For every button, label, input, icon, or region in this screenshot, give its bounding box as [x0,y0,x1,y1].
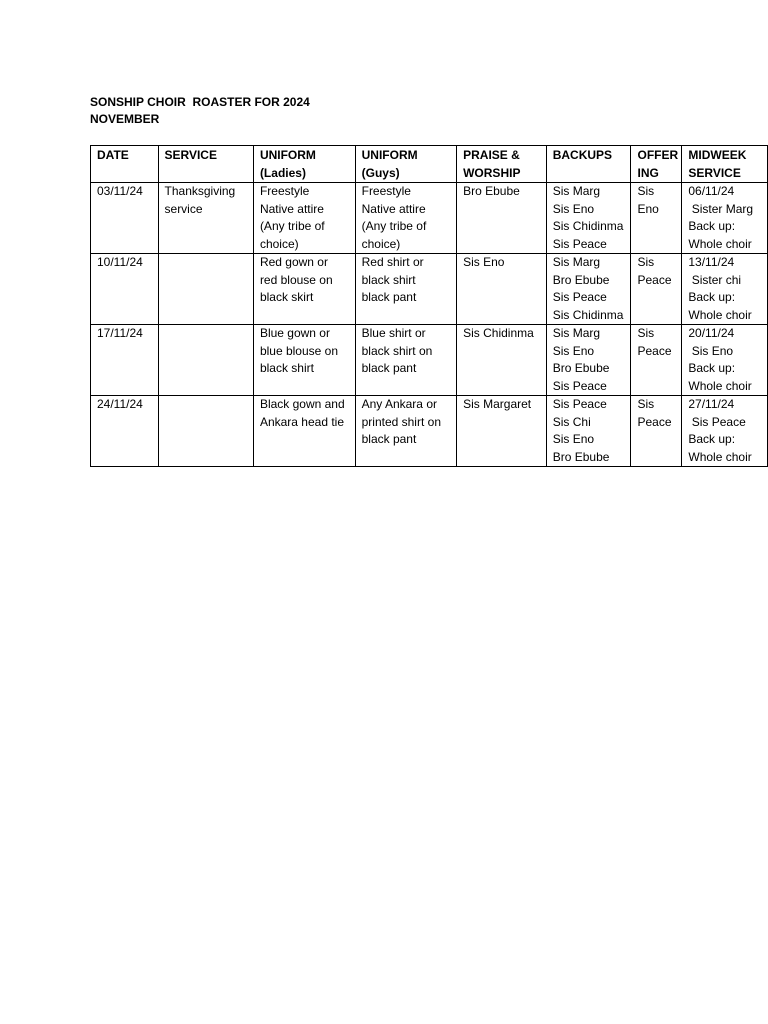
roster-table [90,145,768,467]
uniform-guys-header [355,146,457,183]
header-text: SERVICE [164,148,217,162]
service-header [158,146,253,183]
cell-text: black pant [361,432,417,446]
header-text: MIDWEEK [688,148,747,162]
cell-text: Back up: [688,290,736,304]
cell-text: black skirt [259,290,314,304]
cell-text: 17/11/24 [97,326,143,340]
cell-text: Sis Eno [552,343,595,358]
offering-cell [631,396,682,467]
praise-worship-cell [457,254,547,325]
cell-text: Sis [637,255,655,269]
cell-text: Blue gown or [259,326,330,340]
cell-text: Blue shirt or [361,326,426,340]
uniform-ladies-cell [253,254,355,325]
cell-text: Sis Marg [552,255,601,269]
heading-title: SONSHIP CHOIR ROASTER FOR 2024 [90,95,310,109]
cell-text: Sis Peace [552,236,607,251]
uniform-guys-cell [355,325,457,396]
roster-body [91,183,768,467]
cell-text: 03/11/24 [97,184,143,198]
header-text: PRAISE & [463,148,520,162]
table-row [91,325,768,396]
cell-text: Back up: [688,361,736,375]
uniform-ladies-cell [253,396,355,467]
cell-text: Native attire [361,201,426,216]
cell-text: Sister chi [688,272,742,287]
midweek-service-cell [682,183,768,254]
offering-header [631,146,682,183]
heading-month: NOVEMBER [90,112,160,126]
cell-text: Sis [637,397,655,411]
cell-text: Freestyle [259,184,310,198]
midweek-service-cell [682,325,768,396]
header-text: SERVICE [688,165,741,180]
cell-text: black shirt on [361,343,433,358]
cell-text: Freestyle [361,184,411,198]
offering-cell [631,183,682,254]
uniform-ladies-cell [253,325,355,396]
cell-text: 06/11/24 [688,184,735,198]
cell-text: Sis Margaret [463,397,532,411]
uniform-ladies-cell [253,183,355,254]
cell-text: black pant [361,361,417,375]
cell-text: black shirt [361,272,416,287]
service-cell [158,325,253,396]
midweek-service-cell [682,396,768,467]
table-row [91,183,768,254]
cell-text: Sis Peace [552,378,607,393]
cell-text: Native attire [259,201,324,216]
cell-text: choice) [361,236,401,251]
cell-text: Whole choir [688,307,752,322]
cell-text: black pant [361,290,417,304]
header-text: ING [637,165,659,180]
cell-text: Red gown or [259,255,328,269]
praise-worship-cell [457,183,547,254]
header-text: OFFER [637,148,679,162]
cell-text: (Any tribe of [259,219,325,233]
header-text: UNIFORM [259,148,316,162]
cell-text: Sis [637,326,655,340]
backups-header [546,146,631,183]
cell-text: black shirt [259,361,314,375]
date-header [91,146,159,183]
cell-text: Whole choir [688,449,752,464]
table-row [91,396,768,467]
cell-text: Whole choir [688,378,752,393]
cell-text: Sis Eno [552,432,595,446]
cell-text: Sis Eno [688,343,734,358]
header-text: WORSHIP [463,165,521,180]
cell-text: Sis Peace [552,290,607,304]
uniform-guys-cell [355,254,457,325]
cell-text: Black gown and [259,397,345,411]
cell-text: Whole choir [688,236,752,251]
cell-text: Bro Ebube [552,272,610,287]
backups-cell [546,254,631,325]
uniform-guys-cell [355,396,457,467]
uniform-guys-cell [355,183,457,254]
document-heading [90,94,310,128]
table-row [91,254,768,325]
cell-text: 13/11/24 [688,255,735,269]
cell-text: blue blouse on [259,343,339,358]
cell-text: Sis Eno [463,255,505,269]
offering-cell [631,254,682,325]
midweek-service-cell [682,254,768,325]
header-text: (Ladies) [259,165,306,180]
cell-text: 20/11/24 [688,326,735,340]
cell-text: service [164,201,203,216]
cell-text: Sis Marg [552,184,601,198]
uniform-ladies-header [253,146,355,183]
header-text: BACKUPS [552,148,613,162]
cell-text: Sister Marg [688,201,754,216]
backups-cell [546,325,631,396]
cell-text: Back up: [688,432,736,446]
backups-cell [546,183,631,254]
cell-text: Peace [637,272,672,287]
header-row [91,146,768,183]
praise-worship-header [457,146,547,183]
cell-text: choice) [259,236,299,251]
cell-text: printed shirt on [361,414,441,429]
header-text: DATE [97,148,129,162]
cell-text: 10/11/24 [97,255,143,269]
cell-text: Back up: [688,219,736,233]
cell-text: Sis Chidinma [463,326,534,340]
cell-text: 24/11/24 [97,397,143,411]
cell-text: Sis Peace [688,414,746,429]
cell-text: (Any tribe of [361,219,427,233]
cell-text: Thanksgiving [164,184,236,198]
cell-text: Sis Chidinma [552,307,624,322]
cell-text: Sis Eno [552,201,595,216]
cell-text: 27/11/24 [688,397,735,411]
cell-text: Sis Marg [552,326,601,340]
cell-text: Bro Ebube [463,184,520,198]
offering-cell [631,325,682,396]
cell-text: Ankara head tie [259,414,344,429]
backups-cell [546,396,631,467]
service-cell [158,396,253,467]
cell-text: Sis Chi [552,414,591,429]
midweek-service-header [682,146,768,183]
date-cell [91,254,159,325]
cell-text: Peace [637,414,672,429]
service-cell [158,183,253,254]
header-text: UNIFORM [361,148,418,162]
cell-text: Peace [637,343,672,358]
cell-text: Bro Ebube [552,449,610,464]
cell-text: Any Ankara or [361,397,437,411]
date-cell [91,183,159,254]
date-cell [91,325,159,396]
praise-worship-cell [457,325,547,396]
praise-worship-cell [457,396,547,467]
cell-text: Eno [637,201,659,216]
cell-text: Sis Peace [552,397,607,411]
cell-text: Red shirt or [361,255,424,269]
service-cell [158,254,253,325]
header-text: (Guys) [361,165,400,180]
cell-text: Bro Ebube [552,361,610,375]
cell-text: Sis [637,184,655,198]
cell-text: red blouse on [259,272,333,287]
date-cell [91,396,159,467]
cell-text: Sis Chidinma [552,219,624,233]
